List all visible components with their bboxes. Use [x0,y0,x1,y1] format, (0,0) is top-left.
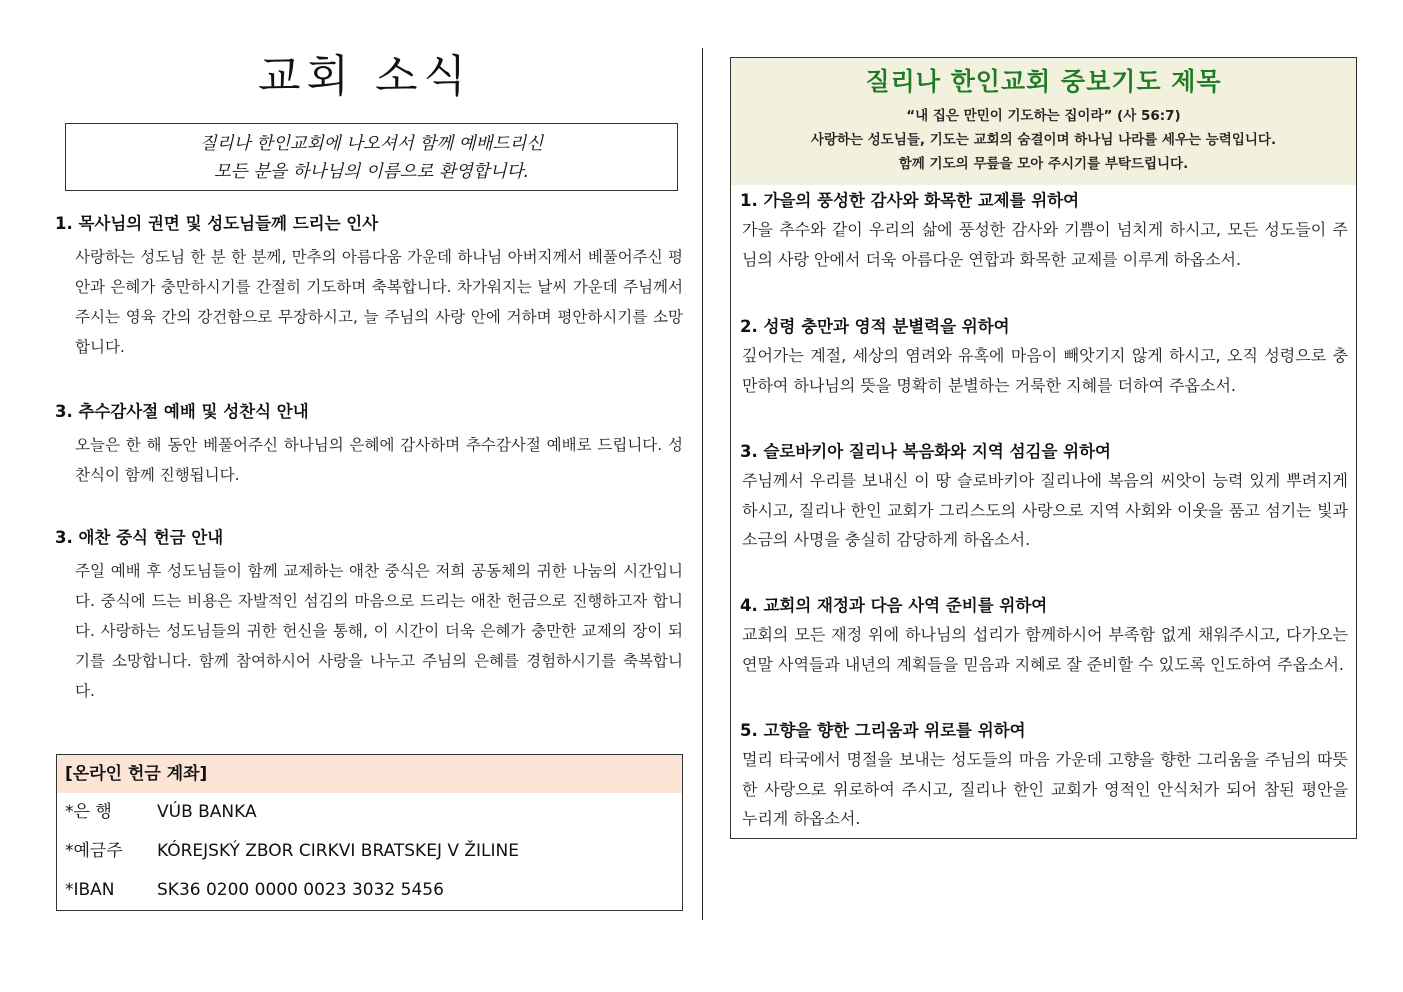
prayer-subtitle-1: 사랑하는 성도님들, 기도는 교회의 숨결이며 하나님 나라를 세우는 능력입니다. [810,132,1277,148]
prayer-item-body: 가을 추수와 같이 우리의 삶에 풍성한 감사와 기쁨이 넘치게 하시고, 모든 성도들이 주님의 사랑 안에서 더욱 아름다운 연합과 화목한 교제를 이루게 하옵소서. [742,220,1348,269]
notice-section-3 [55,524,685,706]
prayer-item-heading: 1. 가을의 풍성한 감사와 화목한 교제를 위하여 [740,191,1080,210]
prayer-item-3 [740,438,1348,555]
prayer-subtitle-2: 함께 기도의 무릎을 모아 주시기를 부탁드립니다. [898,156,1189,172]
prayer-item-body: 주님께서 우리를 보내신 이 땅 슬로바키아 질리나에 복음의 씨앗이 능력 있게 뿌려지게 하시고, 질리나 한인 교회가 그리스도의 사랑으로 지역 사회와 이웃을 품고 섬기는 빛과 소금의 사명을 충실히 감당하게 하옵소서. [742,471,1348,549]
notice-heading: 3. 추수감사절 예배 및 성찬식 안내 [55,402,309,421]
column-divider [702,48,703,920]
notice-body: 사랑하는 성도님 한 분 한 분께, 만추의 아름다움 가운데 하나님 아버지께서 베풀어주신 평안과 은혜가 충만하시기를 간절히 기도하며 축복합니다. 차가워지는 날씨 가운데 주님께서 주시는 영육 간의 강건함으로 무장하시고, 늘 주님의 사랑 안에 거하며 평안하시기를 소망합니다. [75,248,683,356]
notice-section-2 [55,398,685,490]
bank-value: SK36 0200 0000 0023 3032 5456 [157,880,444,900]
notice-heading: 1. 목사님의 권면 및 성도님들께 드리는 인사 [55,214,379,233]
bank-row-bank [57,793,682,832]
prayer-item-body: 교회의 모든 재정 위에 하나님의 섭리가 함께하시어 부족함 없게 채워주시고, 다가오는 연말 사역들과 내년의 계획들을 믿음과 지혜로 잘 준비할 수 있도록 인도하여 주옵소서. [742,625,1348,674]
prayer-box [730,57,1357,839]
prayer-header [731,58,1356,185]
page-title: 교회 소식 [257,51,472,102]
welcome-line-2: 모든 분을 하나님의 이름으로 환영합니다. [213,162,530,182]
welcome-box [65,123,678,191]
bank-heading: [온라인 헌금 계좌] [57,755,682,793]
prayer-item-body: 깊어가는 계절, 세상의 염려와 유혹에 마음이 빼앗기지 않게 하시고, 오직 성령으로 충만하여 하나님의 뜻을 명확히 분별하는 거룩한 지혜를 더하여 주옵소서. [742,346,1348,395]
notice-body: 오늘은 한 해 동안 베풀어주신 하나님의 은혜에 감사하며 추수감사절 예배로 드립니다. 성찬식이 함께 진행됩니다. [75,436,683,484]
prayer-item-2 [740,313,1348,400]
bank-value: KÓREJSKÝ ZBOR CIRKVI BRATSKEJ V ŽILINE [157,841,519,861]
prayer-item-4 [740,592,1348,679]
notice-section-1 [55,210,685,362]
prayer-item-5 [740,717,1348,834]
bank-row-iban [57,871,682,910]
bank-key: *예금주 [65,841,123,861]
notice-heading: 3. 애찬 중식 헌금 안내 [55,528,224,547]
bank-row-holder [57,832,682,871]
prayer-item-heading: 2. 성령 충만과 영적 분별력을 위하여 [740,317,1010,336]
prayer-item-heading: 3. 슬로바키아 질리나 복음화와 지역 섬김을 위하여 [740,442,1111,461]
bank-key: *은 행 [65,802,112,822]
prayer-verse: “내 집은 만민이 기도하는 집이라” (사 56:7) [906,108,1181,124]
notice-body: 주일 예배 후 성도님들이 함께 교제하는 애찬 중식은 저희 공동체의 귀한 나눔의 시간입니다. 중식에 드는 비용은 자발적인 섬김의 마음으로 드리는 애찬 헌금으로 진행하고자 합니다. 사랑하는 성도님들의 귀한 헌신을 통해, 이 시간이 더욱 은혜가 충만한 교제의 장이 되기를 소망합니다. 함께 참여하시어 사랑을 나누고 주님의 은혜를 경험하시기를 축복합니다. [75,562,683,700]
bank-key: *IBAN [65,880,115,900]
welcome-line-1: 질리나 한인교회에 나오셔서 함께 예배드리신 [199,134,544,154]
prayer-item-1 [740,187,1348,274]
bank-value: VÚB BANKA [157,802,257,822]
prayer-title: 질리나 한인교회 중보기도 제목 [865,67,1222,96]
bank-account-box [56,754,683,911]
prayer-item-heading: 5. 고향을 향한 그리움과 위로를 위하여 [740,721,1026,740]
prayer-item-heading: 4. 교회의 재정과 다음 사역 준비를 위하여 [740,596,1048,615]
prayer-item-body: 멀리 타국에서 명절을 보내는 성도들의 마음 가운데 고향을 향한 그리움을 주님의 따뜻한 사랑으로 위로하여 주시고, 질리나 한인 교회가 영적인 안식처가 되어 참된 평안을 누리게 하옵소서. [742,750,1348,828]
